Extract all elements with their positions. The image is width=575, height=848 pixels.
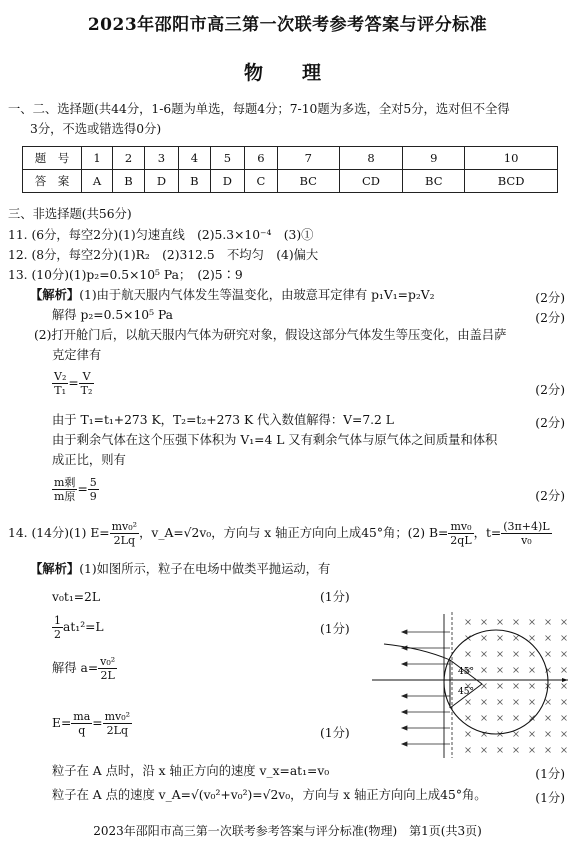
fraction: $\frac{\text{v₀²}}{2L}$ (100, 655, 116, 682)
fraction: $\frac{\text{mv₀}}{2qL}$ (450, 520, 472, 547)
section1-line2: 3分，不选或错选得0分) (30, 122, 162, 136)
table-cell: 5 (210, 147, 244, 170)
q14-analysis-text: (1)如图所示，粒子在电场中做类平抛运动，有 (79, 562, 331, 576)
table-cell: C (244, 170, 277, 193)
table-cell: CD (339, 170, 403, 193)
magnetic-field-crosses (466, 620, 567, 753)
fraction: $\frac{5}{9}$ (89, 476, 97, 503)
q13-line1: (1)由于航天服内气体发生等温变化，由玻意耳定律有 p₁V₁=p₂V₂ (79, 288, 435, 302)
q14-eq1: v₀t₁=2L (52, 590, 101, 604)
fraction: $\frac{V}{\text{T₂}}$ (80, 370, 93, 397)
q14-eq2: $\frac{1}{2}$ at₁²=L (54, 614, 104, 641)
page-title: 2023年邵阳市高三第一次联考参考答案与评分标准 (87, 15, 488, 35)
table-cell: B (179, 170, 211, 193)
angle-label: 45° (458, 687, 474, 697)
q13-line4: 克定律有 (52, 348, 102, 362)
q13-line7: 成正比，则有 (52, 453, 126, 467)
score: (2分) (535, 416, 565, 430)
q14-eq4: E= $\frac{ma}{q}$ = $\frac{\text{mv₀²}}{2Lq}$ (52, 710, 131, 737)
q11-answer: 11. (6分，每空2分)(1)匀速直线 (2)5.3×10⁻⁴ (3)① (8, 228, 314, 242)
table-cell: 2 (113, 147, 145, 170)
table-cell: 1 (82, 147, 113, 170)
answer-table (22, 146, 558, 193)
score: (1分) (535, 791, 565, 805)
table-cell: 7 (277, 147, 339, 170)
table-row (23, 147, 558, 170)
analysis-tag: 【解析】 (30, 561, 80, 576)
table-cell: BC (277, 170, 339, 193)
table-cell: 3 (144, 147, 178, 170)
table-cell: BCD (465, 170, 558, 193)
table-cell: BC (403, 170, 465, 193)
q13-equation2: $\frac{\text{m剩}}{\text{m原}}$ = $\frac{5}{9}$ (54, 476, 97, 503)
score: (2分) (535, 489, 565, 503)
parabolic-path (384, 644, 450, 660)
table-header-number: 题 号 (23, 147, 82, 170)
table-cell: D (210, 170, 244, 193)
fraction: $\frac{1}{2}$ (54, 614, 61, 641)
q13-line6: 由于剩余气体在这个压强下体积为 V₁=4 L 又有剩余气体与原气体之间质量和体积 (52, 433, 498, 447)
section1-line1: 一、二、选择题(共44分，1-6题为单选，每题4分；7-10题为多选，全对5分，选对但不全得 (8, 102, 510, 116)
score: (1分) (320, 726, 350, 740)
score: (2分) (535, 291, 565, 305)
angle-label: 45° (458, 667, 474, 677)
q13-equation1: $\frac{\text{V₂}}{\text{T₁}}$ = $\frac{V}{\text{T₂}}$ (54, 370, 93, 397)
fraction: $\frac{\text{V₂}}{\text{T₁}}$ (54, 370, 67, 397)
q12-answer: 12. (8分，每空2分)(1)R₂ (2)312.5 不均匀 (4)偏大 (8, 248, 319, 262)
table-row (23, 170, 558, 193)
q14-line5: 粒子在 A 点时，沿 x 轴正方向的速度 v_x=at₁=v₀ (52, 764, 330, 778)
table-cell: 10 (465, 147, 558, 170)
q13-line2: 解得 p₂=0.5×10⁵ Pa (52, 308, 174, 322)
section3-heading: 三、非选择题(共56分) (8, 207, 132, 221)
score: (1分) (320, 622, 350, 636)
score: (2分) (535, 383, 565, 397)
q14-line6: 粒子在 A 点的速度 v_A=√(v₀²+v₀²)=√2v₀，方向与 x 轴正方向向上成45°角。 (52, 788, 487, 802)
score: (2分) (535, 311, 565, 325)
q14-eq3: 解得 a= $\frac{\text{v₀²}}{2L}$ (52, 655, 116, 682)
table-cell: A (82, 170, 113, 193)
fraction: $\frac{(3\pi+4)L}{\text{v₀}}$ (503, 520, 550, 547)
table-cell: 8 (339, 147, 403, 170)
score: (1分) (320, 590, 350, 604)
q13-analysis (30, 286, 435, 304)
q13-line5: 由于 T₁=t₁+273 K，T₂=t₂+273 K 代入数值解得：V=7.2 L (52, 413, 394, 427)
score: (1分) (535, 767, 565, 781)
table-cell: 9 (403, 147, 465, 170)
table-cell: 6 (244, 147, 277, 170)
subject-title: 物 理 (243, 62, 331, 84)
x-axis-arrow (562, 678, 568, 682)
table-cell: D (144, 170, 178, 193)
field-diagram (372, 608, 570, 760)
fraction: $\frac{ma}{q}$ (73, 710, 91, 737)
fraction: $\frac{\text{m剩}}{\text{m原}}$ (54, 476, 76, 503)
q13-answer: 13. (10分)(1)p₂=0.5×10⁵ Pa； (2)5∶9 (8, 268, 243, 282)
table-cell: 4 (179, 147, 211, 170)
q13-line3: (2)打开舱门后，以航天服内气体为研究对象，假设这部分气体发生等压变化，由盖吕萨 (34, 328, 507, 342)
table-header-answer: 答 案 (23, 170, 82, 193)
circular-field-boundary (444, 630, 548, 734)
q14-answer: 14. (14分)(1) E= $\frac{\text{mv₀²}}{2Lq}$ ，v_A=√2v₀，方向与 x 轴正方向向上成45°角；(2) B= $\frac{\text{mv₀}}{2qL}$ ，t= $\frac{(3\pi+4)L}{\text{v₀}}$ (8, 520, 550, 547)
q14-analysis (30, 560, 330, 578)
page-footer: 2023年邵阳市高三第一次联考参考答案与评分标准(物理) 第1页(共3页) (93, 824, 482, 838)
fraction: $\frac{\text{mv₀²}}{2Lq}$ (111, 520, 138, 547)
fraction: $\frac{\text{mv₀²}}{2Lq}$ (104, 710, 131, 737)
table-cell: B (113, 170, 145, 193)
analysis-tag: 【解析】 (30, 287, 80, 302)
